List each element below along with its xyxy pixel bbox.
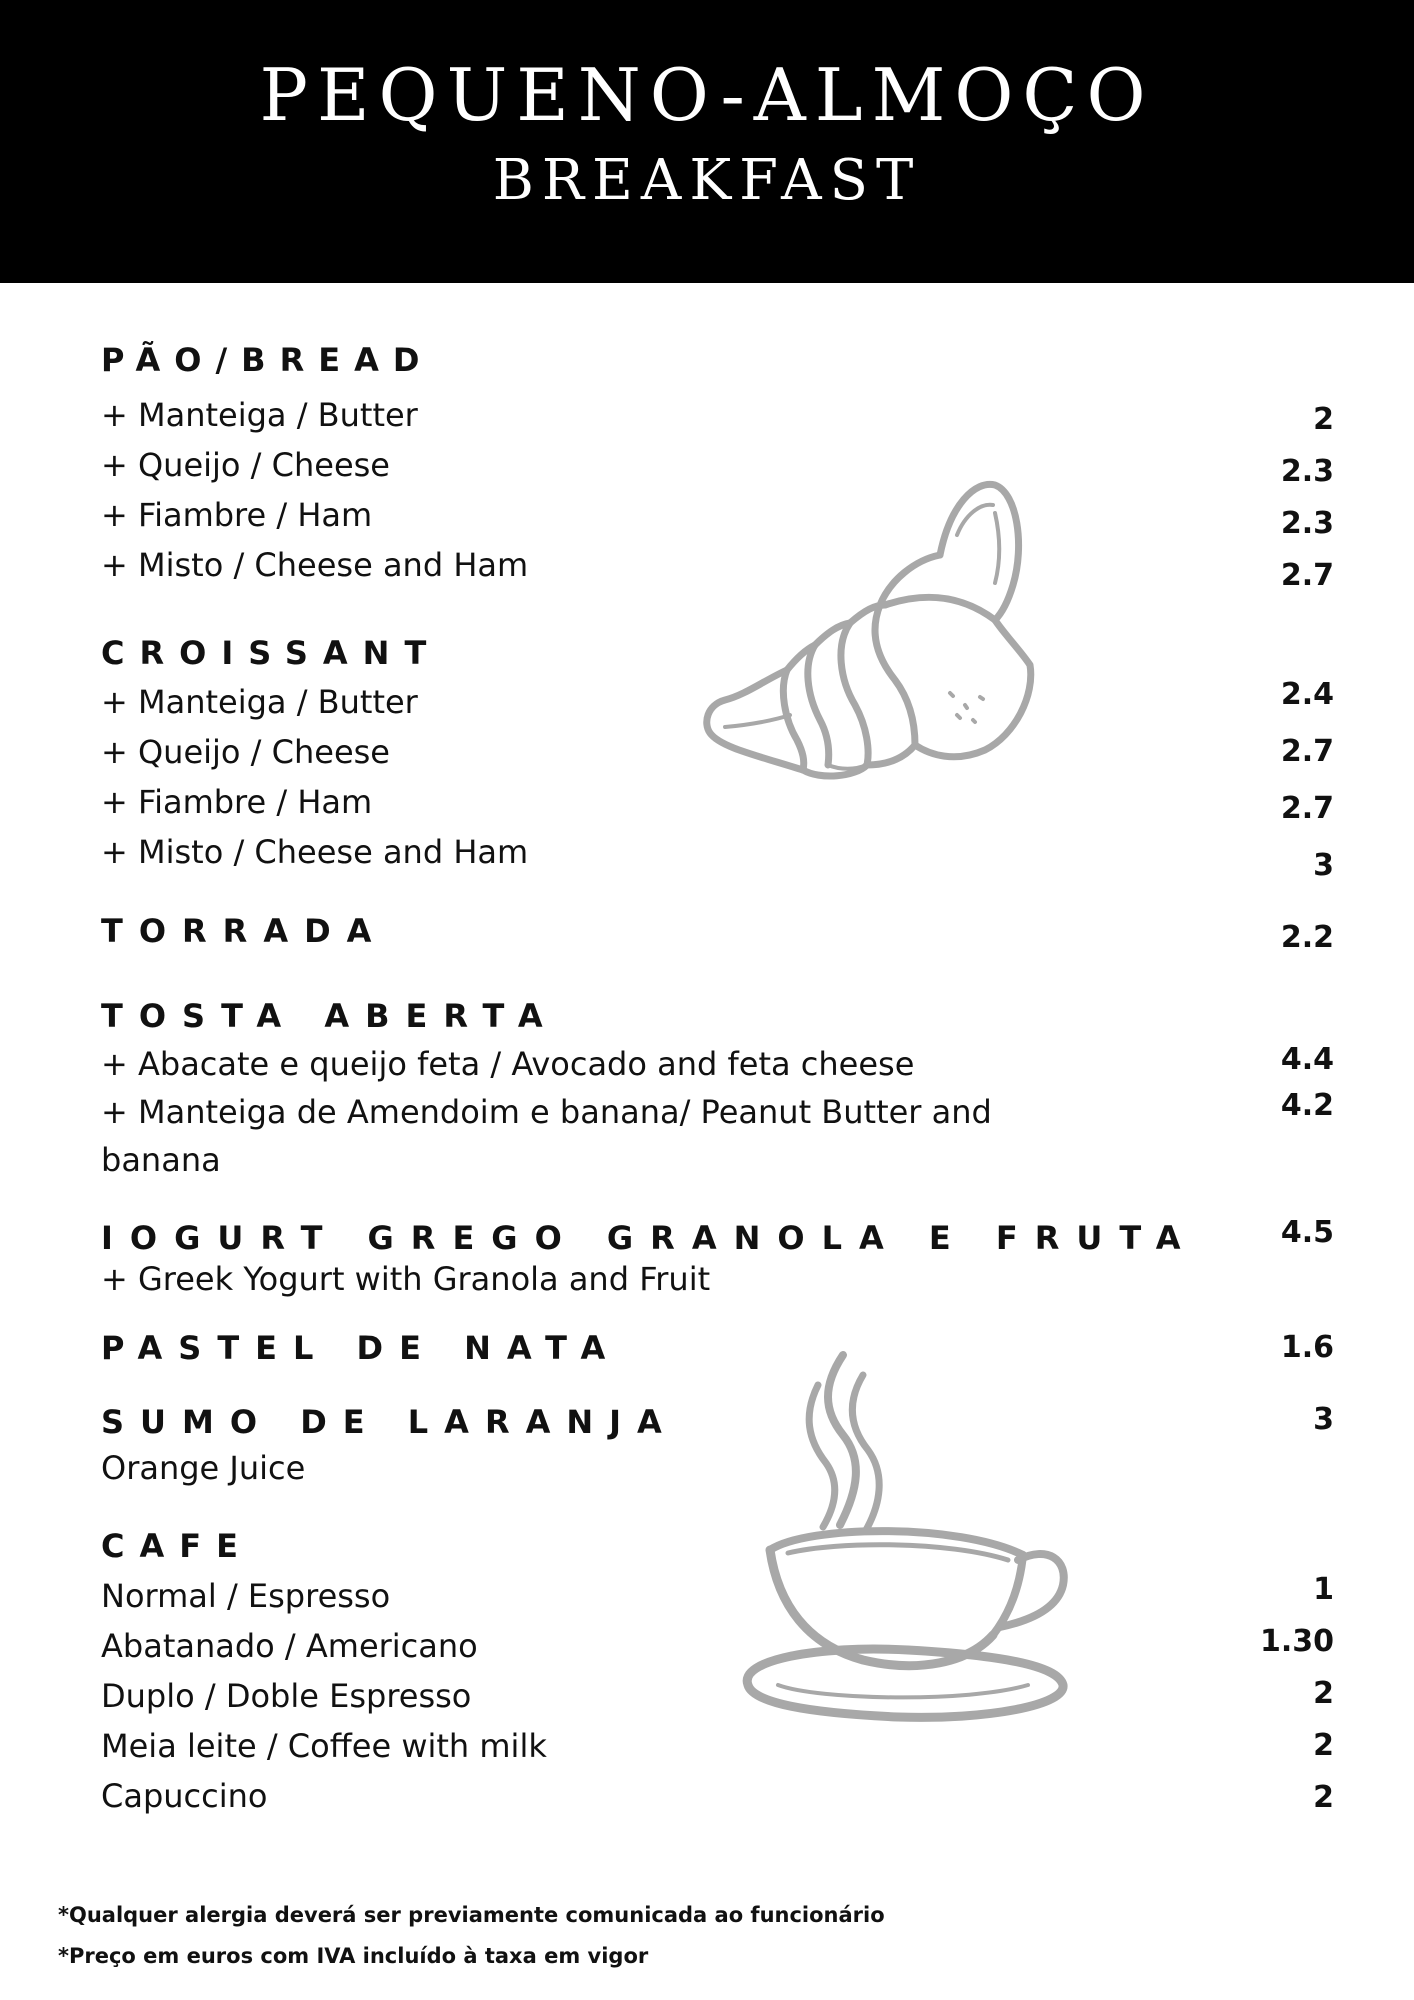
cafe-price-americano: 1.30 — [1259, 1624, 1334, 1659]
cafe-price-capuccino: 2 — [1313, 1780, 1334, 1815]
croissant-price-butter: 2.4 — [1280, 677, 1334, 712]
bread-item-ham: + Fiambre / Ham — [101, 496, 373, 534]
tosta-item-avocado: + Abacate e queijo feta / Avocado and feta cheese — [101, 1045, 915, 1083]
bread-price-ham: 2.3 — [1280, 506, 1334, 541]
tosta-item-peanut-butter: + Manteiga de Amendoim e banana/ Peanut Butter and banana — [101, 1093, 992, 1179]
bread-item-butter: + Manteiga / Butter — [101, 396, 418, 434]
menu-title-portuguese: PEQUENO-ALMOÇO — [259, 53, 1155, 137]
croissant-price-cheese: 2.7 — [1280, 734, 1334, 769]
bread-price-cheese-ham: 2.7 — [1280, 558, 1334, 593]
bread-item-cheese: + Queijo / Cheese — [101, 446, 390, 484]
cafe-item-double-espresso: Duplo / Doble Espresso — [101, 1677, 472, 1715]
price-note: *Preço em euros com IVA incluído à taxa em vigor — [58, 1944, 649, 1968]
menu-header — [0, 0, 1414, 283]
section-heading-pastel-de-nata: PASTEL DE NATA — [101, 1329, 622, 1367]
section-heading-iogurt: IOGURT GREGO GRANOLA E FRUTA — [101, 1219, 1198, 1257]
bread-item-cheese-ham: + Misto / Cheese and Ham — [101, 546, 529, 584]
iogurt-subtitle: + Greek Yogurt with Granola and Fruit — [101, 1260, 711, 1298]
cafe-item-americano: Abatanado / Americano — [101, 1627, 478, 1665]
section-heading-sumo-de-laranja: SUMO DE LARANJA — [101, 1403, 678, 1441]
section-heading-cafe: CAFE — [101, 1527, 253, 1565]
pastel-price: 1.6 — [1280, 1330, 1334, 1365]
croissant-item-ham: + Fiambre / Ham — [101, 783, 373, 821]
croissant-item-cheese: + Queijo / Cheese — [101, 733, 390, 771]
allergy-note: *Qualquer alergia deverá ser previamente comunicada ao funcionário — [58, 1903, 885, 1927]
section-heading-bread: PÃO/BREAD — [101, 341, 434, 379]
iogurt-price: 4.5 — [1280, 1215, 1334, 1250]
sumo-price: 3 — [1313, 1402, 1334, 1437]
torrada-price: 2.2 — [1280, 920, 1334, 955]
section-heading-tosta-aberta: TOSTA ABERTA — [101, 997, 559, 1035]
tosta-price-avocado: 4.4 — [1280, 1042, 1334, 1077]
bread-price-butter: 2 — [1313, 402, 1334, 437]
menu-title-english: BREAKFAST — [492, 148, 922, 213]
croissant-price-ham: 2.7 — [1280, 791, 1334, 826]
coffee-cup-icon — [728, 1345, 1073, 1725]
cafe-item-espresso: Normal / Espresso — [101, 1577, 391, 1615]
croissant-price-cheese-ham: 3 — [1313, 848, 1334, 883]
cafe-price-espresso: 1 — [1313, 1572, 1334, 1607]
tosta-price-peanut-butter: 4.2 — [1280, 1088, 1334, 1123]
cafe-item-coffee-with-milk: Meia leite / Coffee with milk — [101, 1727, 547, 1765]
bread-price-cheese: 2.3 — [1280, 454, 1334, 489]
section-heading-croissant: CROISSANT — [101, 634, 442, 672]
cafe-price-coffee-with-milk: 2 — [1313, 1728, 1334, 1763]
croissant-item-butter: + Manteiga / Butter — [101, 683, 418, 721]
croissant-icon — [695, 465, 1045, 795]
cafe-price-double-espresso: 2 — [1313, 1676, 1334, 1711]
cafe-item-capuccino: Capuccino — [101, 1777, 268, 1815]
section-heading-torrada: TORRADA — [101, 912, 388, 950]
sumo-subtitle: Orange Juice — [101, 1449, 306, 1487]
croissant-item-cheese-ham: + Misto / Cheese and Ham — [101, 833, 529, 871]
